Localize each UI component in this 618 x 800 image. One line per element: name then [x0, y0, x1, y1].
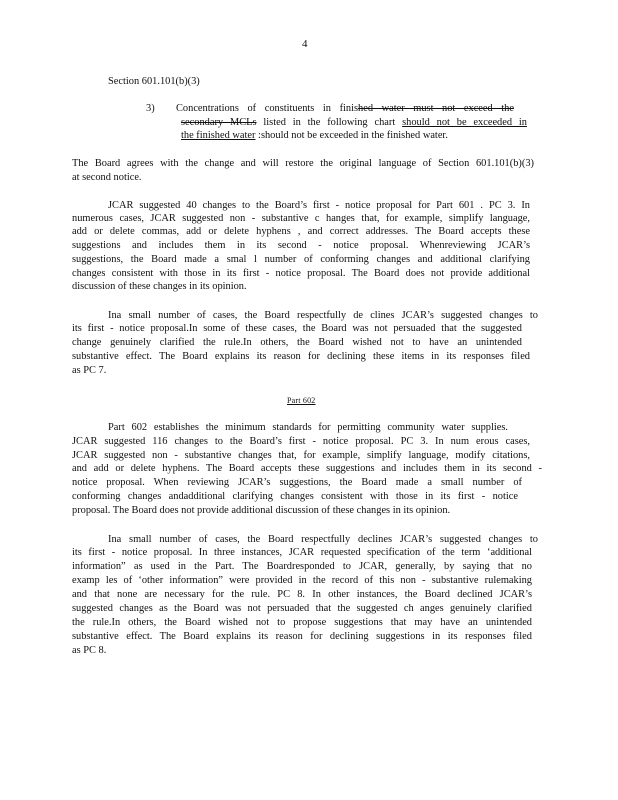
paragraph-line: Ina small number of cases, the Board respectfully de clines JCAR’s suggested changes to	[108, 310, 538, 321]
struck-text: secondary MCLs	[181, 117, 257, 128]
amendment-plain-text: Concentrations of constituents in finis	[176, 103, 359, 114]
amendment-line	[181, 117, 527, 129]
paragraph-line: and add or delete hyphens. The Board accepts these suggestions and includes them in its second -	[72, 463, 542, 474]
page-number: 4	[302, 38, 308, 50]
paragraph-line: examp les of ‘other information” were provided in the record of this non - substantive rulemaking	[72, 575, 532, 586]
paragraph-line: suggestions, the Board made a smal l number of conforming changes and additional clarifying	[72, 254, 530, 265]
amendment-line	[181, 130, 483, 142]
amendment-item-number: 3)	[146, 103, 155, 114]
paragraph-line: JCAR suggested 40 changes to the Board’s first - notice proposal for Part 601 . PC 3. In	[108, 200, 530, 211]
paragraph-line: change genuinely clarified the rule.In others, the Board wished not to have an unintended	[72, 337, 522, 348]
paragraph-line: discussion of these changes in its opinion.	[72, 281, 247, 292]
paragraph-line: as PC 7.	[72, 365, 107, 376]
paragraph-line: numerous cases, JCAR suggested non - substantive c hanges that, for example, simplify language,	[72, 213, 530, 224]
paragraph-line: suggested changes as the Board was not persuaded that the suggested ch anges genuinely clarified	[72, 603, 532, 614]
paragraph-line: Ina small number of cases, the Board respectfully declines JCAR’s suggested changes to	[108, 534, 538, 545]
paragraph-line: information” as used in the Part. The Boardresponded to JCAR, generally, by saying that no	[72, 561, 532, 572]
paragraph-line: The Board agrees with the change and will restore the original language of Section 601.101(b)(3)	[72, 158, 534, 169]
amendment-plain-text: listed in the following chart	[256, 117, 403, 128]
amendment-plain-text: :should not be exceeded in the finished water.	[255, 130, 448, 141]
paragraph-line: changes consistent with those in its first - notice proposal. The Board does not provide additional	[72, 268, 530, 279]
paragraph-line: proposal. The Board does not provide additional discussion of these changes in its opinion.	[72, 505, 451, 516]
paragraph-line: notice proposal. When reviewing JCAR’s suggestions, the Board made a small number of	[72, 477, 522, 488]
paragraph-line: as PC 8.	[72, 645, 107, 656]
paragraph-line: substantive effect. The Board explains its reason for declining suggestions in its responses filed	[72, 631, 532, 642]
paragraph-line: its first - notice proposal. In three instances, JCAR requested specification of the term ‘additional	[72, 547, 532, 558]
paragraph-line: suggestions and includes them in its second - notice proposal. Whenreviewing JCAR’s	[72, 240, 530, 251]
struck-text: hed water must not exceed the	[358, 103, 514, 114]
underlined-insert-text: the finished water	[181, 130, 256, 141]
part-heading: Part 602	[287, 396, 316, 405]
paragraph-line: add or delete commas, add or delete hyphens , and correct addresses. The Board accepts these	[72, 226, 530, 237]
paragraph-line: at second notice.	[72, 172, 142, 183]
paragraph-line: conforming changes andadditional clarifying changes consistent with those in its first - notice	[72, 491, 518, 502]
paragraph-line: the rule.In others, the Board wished not to propose suggestions that may have an unintended	[72, 617, 532, 628]
amendment-line	[176, 103, 514, 115]
paragraph-line: Part 602 establishes the minimum standards for permitting community water supplies.	[108, 422, 508, 433]
paragraph-line: JCAR suggested non - substantive changes that, for example, simplify language, modify citations,	[72, 450, 530, 461]
section-heading: Section 601.101(b)(3)	[108, 76, 200, 87]
paragraph-line: its first - notice proposal.In some of these cases, the Board was not persuaded that the suggested	[72, 323, 522, 334]
underlined-insert-text: should not be exceeded in	[402, 117, 527, 128]
paragraph-line: JCAR suggested 116 changes to the Board’s first - notice proposal. PC 3. In num erous cases,	[72, 436, 530, 447]
paragraph-line: substantive effect. The Board explains its reason for declining these items in its responses filed	[72, 351, 530, 362]
paragraph-line: and that none are necessary for the rule. PC 8. In other instances, the Board declined JCAR’s	[72, 589, 532, 600]
